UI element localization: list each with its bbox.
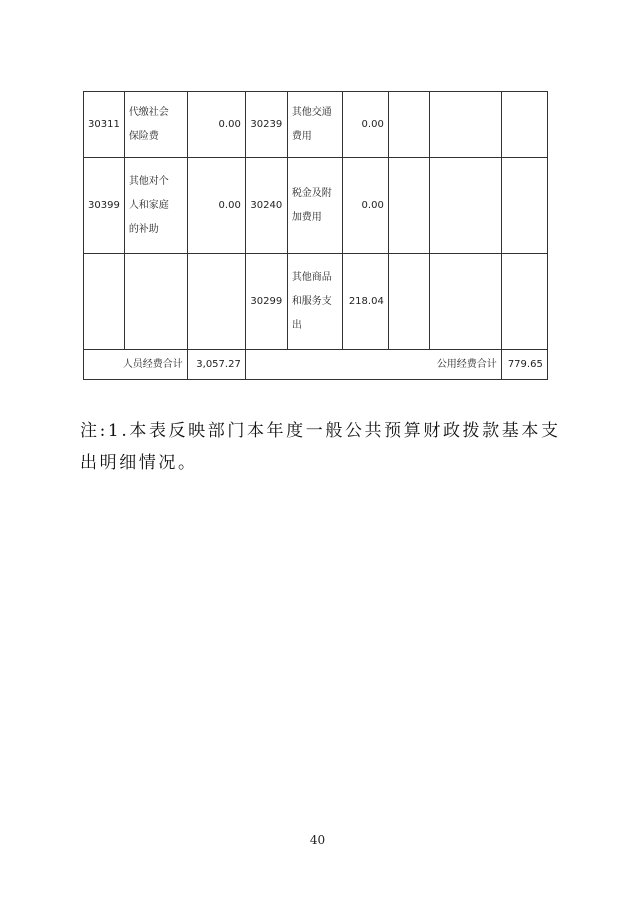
economic-code-cell: 30399	[84, 158, 125, 254]
empty-cell	[388, 92, 429, 158]
item-name-cell: 其他对个 人和家庭 的补助	[124, 158, 187, 254]
amount-cell	[187, 254, 245, 350]
amount-cell: 0.00	[187, 92, 245, 158]
personnel-total-value: 3,057.27	[187, 350, 245, 380]
public-total-label: 公用经费合计	[245, 350, 501, 380]
amount-cell: 0.00	[342, 158, 388, 254]
economic-code-cell: 30299	[245, 254, 287, 350]
table-row	[84, 92, 548, 158]
economic-code-cell: 30240	[245, 158, 287, 254]
amount-cell: 0.00	[187, 158, 245, 254]
amount-cell: 218.04	[342, 254, 388, 350]
item-name-cell: 税金及附 加费用	[287, 158, 342, 254]
empty-cell	[429, 254, 501, 350]
page-number: 40	[309, 833, 326, 847]
empty-cell	[388, 254, 429, 350]
item-name-cell: 其他商品 和服务支 出	[287, 254, 342, 350]
empty-cell	[501, 158, 547, 254]
table-row	[84, 158, 548, 254]
personnel-total-label: 人员经费合计	[84, 350, 188, 380]
empty-cell	[388, 158, 429, 254]
economic-code-cell: 30311	[84, 92, 125, 158]
empty-cell	[501, 254, 547, 350]
empty-cell	[429, 92, 501, 158]
item-name-cell: 其他交通 费用	[287, 92, 342, 158]
economic-code-cell: 30239	[245, 92, 287, 158]
public-total-value: 779.65	[501, 350, 547, 380]
expenditure-detail-table	[83, 91, 548, 380]
empty-cell	[429, 158, 501, 254]
summary-row	[84, 350, 548, 380]
item-name-cell	[124, 254, 187, 350]
empty-cell	[501, 92, 547, 158]
table-row	[84, 254, 548, 350]
economic-code-cell	[84, 254, 125, 350]
table-note: 注:1.本表反映部门本年度一般公共预算财政拨款基本支出明细情况。	[80, 421, 561, 473]
amount-cell: 0.00	[342, 92, 388, 158]
item-name-cell: 代缴社会 保险费	[124, 92, 187, 158]
